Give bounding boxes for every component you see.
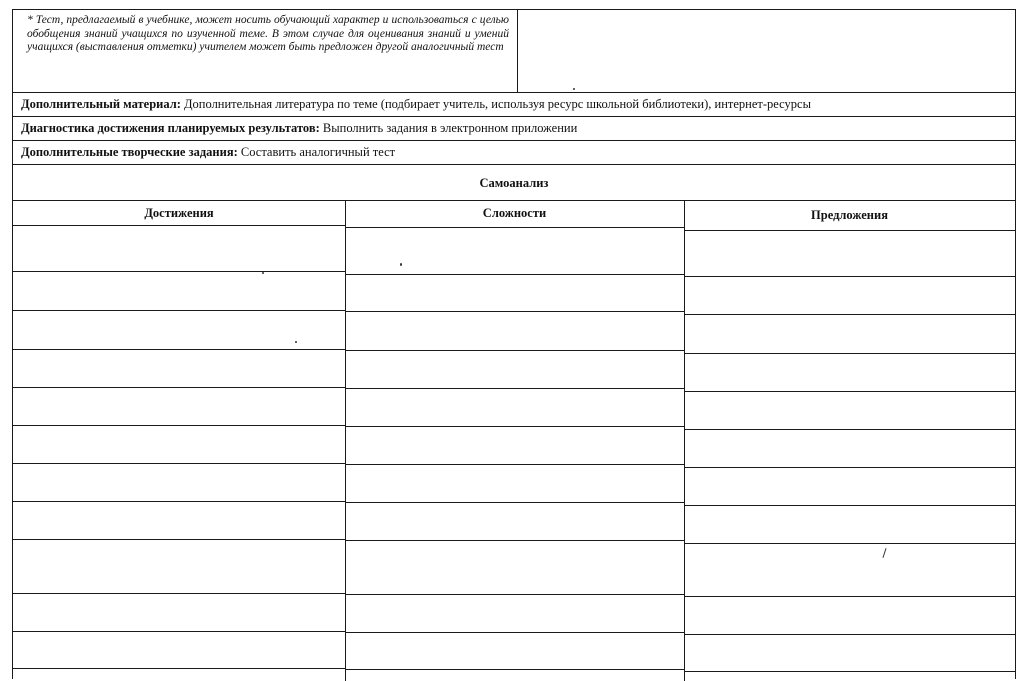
- scan-speck: [573, 88, 575, 90]
- row-line: [684, 391, 1015, 392]
- row-line: [13, 387, 345, 388]
- self-analysis-grid: [13, 201, 1015, 681]
- diagnostics-value: Выполнить задания в электронном приложении: [319, 121, 578, 135]
- creative-tasks-value: Составить аналогичный тест: [237, 145, 396, 159]
- self-analysis-title: Самоанализ: [13, 165, 1015, 201]
- column-header-difficulties: Сложности: [482, 206, 547, 220]
- row-line: [684, 596, 1015, 597]
- row-line: [684, 543, 1015, 544]
- row-line: [345, 540, 684, 541]
- row-line: [345, 227, 684, 228]
- row-line: [345, 311, 684, 312]
- row-line: [684, 467, 1015, 468]
- row-line: [345, 502, 684, 503]
- additional-material-value: Дополнительная литература по теме (подбирает учитель, используя ресурс школьной библиотеки), интернет-ресурсы: [180, 97, 811, 111]
- row-line: [13, 271, 345, 272]
- row-line: [684, 429, 1015, 430]
- empty-cell: [518, 10, 1015, 92]
- row-line: [684, 634, 1015, 635]
- row-line: [684, 276, 1015, 277]
- row-line: [13, 668, 345, 669]
- row-line: [345, 594, 684, 595]
- column-header-suggestions: Предложения: [811, 208, 888, 222]
- row-line: [13, 349, 345, 350]
- row-line: [345, 388, 684, 389]
- scan-speck: [295, 341, 297, 343]
- row-line: [345, 426, 684, 427]
- row-line: [684, 314, 1015, 315]
- row-line: [13, 463, 345, 464]
- row-line: [13, 539, 345, 540]
- row-line: [345, 350, 684, 351]
- row-line: [13, 425, 345, 426]
- column-divider: [684, 201, 685, 681]
- row-line: [684, 230, 1015, 231]
- row-line: [13, 501, 345, 502]
- row-line: [684, 671, 1015, 672]
- row-line: [13, 225, 345, 226]
- footnote-text: * Тест, предлагаемый в учебнике, может носить обучающий характер и использоваться с целью обобщения знаний учащихся по изученной теме. В этом случае для оценивания знаний и умений учащихся (выставления отметки) учителем может быть предложен другой аналогичный тест: [27, 14, 509, 54]
- row-line: [345, 632, 684, 633]
- row-line: [13, 310, 345, 311]
- row-line: [684, 505, 1015, 506]
- note-row: [13, 10, 1015, 93]
- row-line: [345, 464, 684, 465]
- diagnostics-row: [13, 117, 1015, 141]
- creative-tasks-label: Дополнительные творческие задания:: [21, 145, 238, 159]
- additional-material-row: [13, 93, 1015, 117]
- scan-speck: [262, 272, 264, 274]
- footnote-cell: [13, 10, 518, 92]
- column-header-achievements: Достижения: [144, 206, 214, 220]
- lesson-plan-table: [12, 9, 1016, 679]
- scan-speck: [400, 263, 402, 266]
- row-line: [345, 274, 684, 275]
- additional-material-label: Дополнительный материал:: [21, 97, 181, 111]
- column-divider: [345, 201, 346, 681]
- creative-tasks-row: [13, 141, 1015, 165]
- diagnostics-label: Диагностика достижения планируемых результатов:: [21, 121, 320, 135]
- row-line: [13, 593, 345, 594]
- row-line: [13, 631, 345, 632]
- row-line: [345, 669, 684, 670]
- row-line: [684, 353, 1015, 354]
